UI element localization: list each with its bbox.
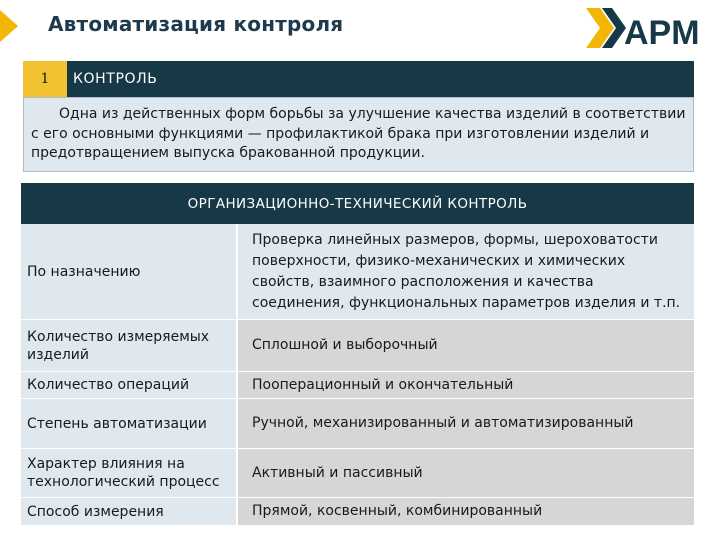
- apm-logo: [584, 4, 714, 52]
- row-label: Количество измеряемых изделий: [21, 320, 236, 372]
- table-row: [21, 224, 694, 320]
- row-value: Пооперационный и окончательный: [236, 372, 694, 399]
- row-label: Характер влияния на технологический процесс: [21, 449, 236, 498]
- row-value: Активный и пассивный: [236, 449, 694, 498]
- row-label: Способ измерения: [21, 498, 236, 526]
- table-row: [21, 449, 694, 498]
- table-row: [21, 498, 694, 526]
- table-heading: ОРГАНИЗАЦИОННО-ТЕХНИЧЕСКИЙ КОНТРОЛЬ: [187, 195, 528, 212]
- page-title: Автоматизация контроля: [48, 12, 344, 36]
- section-label: КОНТРОЛЬ: [73, 71, 158, 87]
- table-row: [21, 372, 694, 399]
- classification-table: [21, 224, 694, 526]
- intro-text: Одна из действенных форм борьбы за улучшение качества изделий в соответствии с его основными функциями — профилактикой брака при изготовлении изделий и предотвращением выпуска бракованной продукции.: [31, 106, 686, 161]
- row-label: Степень автоматизации: [21, 399, 236, 449]
- intro-text-box: [23, 97, 694, 172]
- row-label: По назначению: [21, 224, 236, 320]
- row-value: Ручной, механизированный и автоматизированный: [236, 399, 694, 449]
- table-row: [21, 399, 694, 449]
- apm-logo-icon: [584, 4, 714, 52]
- row-value: Сплошной и выборочный: [236, 320, 694, 372]
- table-row: [21, 320, 694, 372]
- section-number: 1: [23, 61, 67, 97]
- header-accent-arrow: [0, 10, 18, 42]
- section-header-bar: [23, 61, 694, 97]
- row-label: Количество операций: [21, 372, 236, 399]
- row-value: Прямой, косвенный, комбинированный: [236, 498, 694, 526]
- row-value: Проверка линейных размеров, формы, шероховатости поверхности, физико-механических и химических свойств, взаимного расположения и качества соединения, функциональных параметров изделия и т.п.: [236, 224, 694, 320]
- logo-text: APM: [624, 14, 700, 52]
- table-heading-bar: [21, 183, 694, 224]
